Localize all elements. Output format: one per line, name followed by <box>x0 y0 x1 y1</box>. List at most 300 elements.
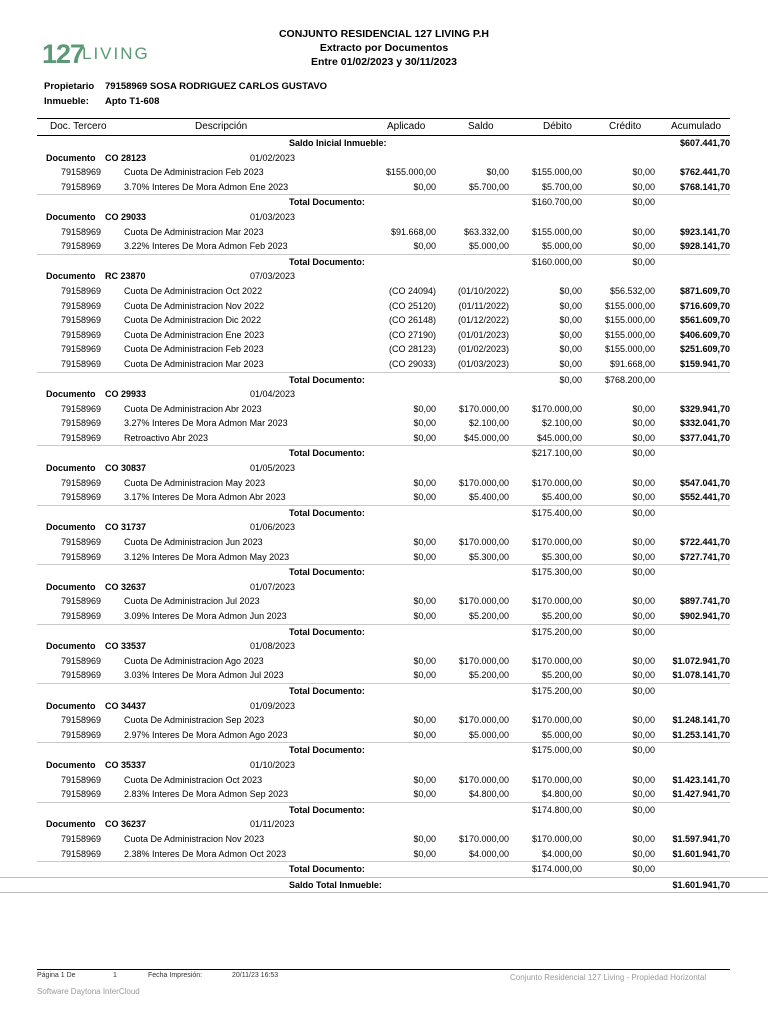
initial-balance-row <box>0 136 768 151</box>
cell-credit: $0,00 <box>632 507 655 518</box>
cell-tercero: 79158969 <box>61 611 102 621</box>
cell-accum: $1.072.941,70 <box>672 655 730 666</box>
document-header-row <box>0 817 768 832</box>
cell-debit: $45.000,00 <box>536 432 582 443</box>
cell-code: CO 29933 <box>105 389 147 400</box>
cell-date: 01/05/2023 <box>250 463 296 474</box>
cell-label: Documento <box>46 211 96 222</box>
cell-balance: $5.200,00 <box>468 611 509 621</box>
document-header-row <box>0 210 768 225</box>
cell-date: 01/10/2023 <box>250 759 296 770</box>
cell-credit: $0,00 <box>632 241 655 252</box>
cell-tercero: 79158969 <box>61 833 102 844</box>
cell-desc: 2.83% Interes De Mora Admon Sep 2023 <box>124 789 289 800</box>
cell-accum: $722.441,70 <box>679 537 730 548</box>
table-row <box>0 328 768 343</box>
cell-credit: $0,00 <box>632 655 655 666</box>
footer-software: Software Daytona InterCloud <box>37 987 140 996</box>
cell-credit: $0,00 <box>632 864 655 875</box>
document-header-row <box>0 639 768 654</box>
cell-tercero: 79158969 <box>61 774 102 785</box>
document-total-row <box>0 565 768 580</box>
cell-debit: $170.000,00 <box>531 833 582 844</box>
cell-credit: $0,00 <box>632 432 655 443</box>
cell-balance: (01/10/2022) <box>457 285 509 296</box>
cell-label: Total Documento: <box>289 804 365 815</box>
cell-accum: $1.427.941,70 <box>672 789 730 800</box>
cell-debit: $0,00 <box>559 285 582 296</box>
cell-code: CO 35337 <box>105 759 147 770</box>
cell-code: CO 28123 <box>105 152 147 163</box>
cell-credit: $0,00 <box>632 833 655 844</box>
cell-credit: $0,00 <box>632 804 655 815</box>
cell-debit: $175.200,00 <box>531 626 582 637</box>
table-row <box>0 847 768 862</box>
cell-desc: 3.03% Interes De Mora Admon Jul 2023 <box>124 670 284 681</box>
cell-balance: $170.000,00 <box>458 715 509 726</box>
cell-credit: $0,00 <box>632 670 655 681</box>
cell-applied: $0,00 <box>413 432 436 443</box>
cell-label: Total Documento: <box>289 864 365 875</box>
cell-tercero: 79158969 <box>61 729 102 740</box>
cell-label: Documento <box>46 522 96 533</box>
cell-label: Documento <box>46 389 96 400</box>
col-descripcion: Descripción <box>195 121 248 132</box>
cell-desc: 3.27% Interes De Mora Admon Mar 2023 <box>124 418 288 429</box>
cell-debit: $160.700,00 <box>531 197 582 208</box>
cell-credit: $0,00 <box>632 256 655 267</box>
cell-tercero: 79158969 <box>61 596 102 607</box>
cell-balance: (01/03/2023) <box>457 358 509 369</box>
cell-date: 01/06/2023 <box>250 522 296 533</box>
cell-desc: Cuota De Administracion Jun 2023 <box>124 537 263 548</box>
document-header-row <box>0 269 768 284</box>
cell-label: Documento <box>46 152 96 163</box>
document-header-row <box>0 387 768 402</box>
cell-accum: $716.609,70 <box>679 300 730 311</box>
cell-accum: $1.423.141,70 <box>672 774 730 785</box>
cell-desc: 3.22% Interes De Mora Admon Feb 2023 <box>124 241 288 252</box>
cell-desc: 3.09% Interes De Mora Admon Jun 2023 <box>124 611 287 621</box>
cell-applied: $0,00 <box>413 537 436 548</box>
cell-balance: $170.000,00 <box>458 537 509 548</box>
cell-balance: $170.000,00 <box>458 774 509 785</box>
cell-credit: $155.000,00 <box>604 315 655 326</box>
table-row <box>0 550 768 565</box>
table-row <box>0 713 768 728</box>
cell-tercero: 79158969 <box>61 655 102 666</box>
table-row <box>0 225 768 240</box>
cell-tercero: 79158969 <box>61 492 102 503</box>
cell-debit: $170.000,00 <box>531 655 582 666</box>
logo-number: 127 <box>42 39 85 69</box>
document-total-row <box>0 684 768 699</box>
cell-tercero: 79158969 <box>61 315 102 326</box>
cell-credit: $0,00 <box>632 492 655 503</box>
cell-debit: $5.200,00 <box>541 670 582 681</box>
cell-credit: $0,00 <box>632 403 655 414</box>
cell-date: 01/03/2023 <box>250 211 296 222</box>
footer-company: Conjunto Residencial 127 Living - Propiedad Horizontal <box>510 973 707 982</box>
cell-credit: $0,00 <box>632 729 655 740</box>
cell-tercero: 79158969 <box>61 715 102 726</box>
document-total-row <box>0 862 768 877</box>
cell-balance: $45.000,00 <box>463 432 509 443</box>
cell-accum: $552.441,70 <box>679 492 730 503</box>
cell-tercero: 79158969 <box>61 432 102 443</box>
cell-accum: $902.941,70 <box>679 611 730 621</box>
cell-debit: $170.000,00 <box>531 477 582 488</box>
cell-code: CO 29033 <box>105 211 147 222</box>
cell-debit: $4.000,00 <box>541 848 582 859</box>
cell-credit: $0,00 <box>632 418 655 429</box>
cell-accum: $768.141,70 <box>679 181 730 192</box>
cell-credit: $0,00 <box>632 567 655 578</box>
cell-debit: $170.000,00 <box>531 596 582 607</box>
cell-label: Total Documento: <box>289 197 365 208</box>
cell-tercero: 79158969 <box>61 226 102 237</box>
cell-accum: $561.609,70 <box>679 315 730 326</box>
document-header-row <box>0 520 768 535</box>
document-total-row <box>0 195 768 210</box>
statement-rows <box>0 136 768 893</box>
cell-applied: (CO 29033) <box>388 358 436 369</box>
cell-credit: $155.000,00 <box>604 344 655 355</box>
cell-tercero: 79158969 <box>61 241 102 252</box>
cell-accum: $727.741,70 <box>679 551 730 562</box>
cell-accum: $1.248.141,70 <box>672 715 730 726</box>
cell-date: 01/11/2023 <box>250 819 295 830</box>
cell-label: Total Documento: <box>289 567 365 578</box>
cell-desc: Cuota De Administracion Mar 2023 <box>124 358 264 369</box>
cell-tercero: 79158969 <box>61 329 102 340</box>
col-debito: Débito <box>543 121 572 132</box>
cell-accum: $897.741,70 <box>679 596 730 607</box>
cell-code: CO 36237 <box>105 819 147 830</box>
cell-debit: $174.000,00 <box>531 864 582 875</box>
cell-debit: $5.300,00 <box>541 551 582 562</box>
cell-tercero: 79158969 <box>61 300 102 311</box>
unit-value: Apto T1-608 <box>105 96 160 107</box>
cell-applied: (CO 27190) <box>388 329 436 340</box>
cell-debit: $0,00 <box>559 315 582 326</box>
cell-desc: Cuota De Administracion Nov 2023 <box>124 833 265 844</box>
table-row <box>0 416 768 431</box>
document-header-row <box>0 699 768 714</box>
col-aplicado: Aplicado <box>387 121 426 132</box>
cell-credit: $0,00 <box>632 848 655 859</box>
cell-credit: $0,00 <box>632 226 655 237</box>
cell-date: 01/08/2023 <box>250 641 296 652</box>
cell-label: Documento <box>46 271 96 282</box>
document-total-row <box>0 803 768 818</box>
table-row <box>0 402 768 417</box>
cell-accum: $1.253.141,70 <box>672 729 730 740</box>
cell-label: Documento <box>46 641 96 652</box>
document-total-row <box>0 506 768 521</box>
document-header-row <box>0 758 768 773</box>
cell-label: Documento <box>46 759 96 770</box>
cell-applied: $0,00 <box>413 418 436 429</box>
cell-tercero: 79158969 <box>61 358 102 369</box>
cell-desc: 3.17% Interes De Mora Admon Abr 2023 <box>124 492 286 503</box>
cell-label: Total Documento: <box>289 685 365 696</box>
cell-label: Documento <box>46 581 96 592</box>
cell-credit: $56.532,00 <box>609 285 655 296</box>
cell-applied: $0,00 <box>413 477 436 488</box>
cell-desc: Cuota De Administracion Ago 2023 <box>124 655 264 666</box>
cell-accum: $406.609,70 <box>679 329 730 340</box>
cell-desc: Cuota De Administracion Oct 2023 <box>124 774 263 785</box>
table-row <box>0 284 768 299</box>
cell-desc: Cuota De Administracion May 2023 <box>124 477 266 488</box>
cell-credit: $0,00 <box>632 477 655 488</box>
cell-credit: $0,00 <box>632 167 655 178</box>
table-row <box>0 594 768 609</box>
cell-code: CO 30837 <box>105 463 147 474</box>
table-row <box>0 239 768 254</box>
cell-debit: $170.000,00 <box>531 537 582 548</box>
cell-tercero: 79158969 <box>61 403 102 414</box>
cell-tercero: 79158969 <box>61 167 102 178</box>
table-row <box>0 535 768 550</box>
table-row <box>0 476 768 491</box>
cell-credit: $0,00 <box>632 626 655 637</box>
cell-applied: $0,00 <box>413 789 436 800</box>
cell-balance: $170.000,00 <box>458 596 509 607</box>
cell-accum: $923.141,70 <box>679 226 730 237</box>
print-label: Fecha Impresión: <box>148 972 203 979</box>
cell-desc: Cuota De Administracion Oct 2022 <box>124 285 263 296</box>
cell-balance: $5.300,00 <box>468 551 509 562</box>
table-row <box>0 313 768 328</box>
cell-tercero: 79158969 <box>61 285 102 296</box>
logo-word: LIVING <box>82 44 150 63</box>
cell-applied: $0,00 <box>413 611 436 621</box>
cell-credit: $91.668,00 <box>609 358 655 369</box>
cell-desc: Cuota De Administracion Feb 2023 <box>124 344 264 355</box>
cell-applied: $0,00 <box>413 596 436 607</box>
cell-credit: $768.200,00 <box>604 374 655 385</box>
cell-date: 01/09/2023 <box>250 700 296 711</box>
table-row <box>0 654 768 669</box>
owner-label: Propietario <box>44 81 95 92</box>
cell-debit: $170.000,00 <box>531 774 582 785</box>
cell-label: Saldo Inicial Inmueble: <box>289 138 387 148</box>
cell-applied: $0,00 <box>413 551 436 562</box>
table-row <box>0 180 768 195</box>
cell-applied: (CO 25120) <box>388 300 436 311</box>
page-label: Página 1 De <box>37 972 76 979</box>
cell-label: Total Documento: <box>289 256 365 267</box>
cell-accum: $607.441,70 <box>679 138 730 148</box>
document-total-row <box>0 743 768 758</box>
owner-value: 79158969 SOSA RODRIGUEZ CARLOS GUSTAVO <box>105 81 328 92</box>
cell-debit: $170.000,00 <box>531 403 582 414</box>
cell-debit: $217.100,00 <box>531 448 582 459</box>
cell-desc: Cuota De Administracion Nov 2022 <box>124 300 265 311</box>
table-row <box>0 431 768 446</box>
cell-label: Total Documento: <box>289 745 365 756</box>
cell-applied: (CO 24094) <box>388 285 436 296</box>
cell-debit: $175.200,00 <box>531 685 582 696</box>
unit-label: Inmueble: <box>44 96 89 107</box>
cell-debit: $2.100,00 <box>541 418 582 429</box>
cell-label: Total Documento: <box>289 374 365 385</box>
cell-applied: $0,00 <box>413 492 436 503</box>
col-acumulado: Acumulado <box>671 121 722 132</box>
cell-applied: $0,00 <box>413 729 436 740</box>
cell-desc: 2.97% Interes De Mora Admon Ago 2023 <box>124 729 288 740</box>
cell-balance: (01/01/2023) <box>457 329 509 340</box>
cell-debit: $155.000,00 <box>531 167 582 178</box>
cell-debit: $160.000,00 <box>531 256 582 267</box>
cell-balance: (01/12/2022) <box>457 315 509 326</box>
col-credito: Crédito <box>609 121 642 132</box>
cell-applied: $0,00 <box>413 241 436 252</box>
cell-balance: (01/11/2022) <box>458 300 509 311</box>
cell-credit: $0,00 <box>632 537 655 548</box>
cell-applied: $0,00 <box>413 774 436 785</box>
cell-debit: $0,00 <box>559 300 582 311</box>
cell-tercero: 79158969 <box>61 551 102 562</box>
cell-tercero: 79158969 <box>61 789 102 800</box>
cell-desc: 2.38% Interes De Mora Admon Oct 2023 <box>124 848 287 859</box>
cell-balance: $170.000,00 <box>458 833 509 844</box>
cell-date: 01/07/2023 <box>250 581 296 592</box>
cell-balance: $63.332,00 <box>463 226 509 237</box>
cell-debit: $4.800,00 <box>541 789 582 800</box>
cell-desc: Retroactivo Abr 2023 <box>124 432 209 443</box>
cell-debit: $174.800,00 <box>531 804 582 815</box>
table-row <box>0 773 768 788</box>
cell-applied: (CO 28123) <box>388 344 436 355</box>
cell-balance: $5.000,00 <box>468 729 509 740</box>
cell-balance: $5.000,00 <box>468 241 509 252</box>
cell-debit: $5.000,00 <box>541 729 582 740</box>
cell-accum: $871.609,70 <box>679 285 730 296</box>
cell-desc: Cuota De Administracion Sep 2023 <box>124 715 265 726</box>
cell-debit: $0,00 <box>559 344 582 355</box>
column-header-row <box>37 118 730 136</box>
final-balance-row <box>0 877 768 894</box>
cell-label: Total Documento: <box>289 448 365 459</box>
cell-credit: $0,00 <box>632 197 655 208</box>
cell-accum: $1.601.941,70 <box>672 848 730 859</box>
cell-balance: $5.400,00 <box>468 492 509 503</box>
cell-desc: Cuota De Administracion Dic 2022 <box>124 315 262 326</box>
table-row <box>0 609 768 624</box>
cell-applied: $0,00 <box>413 715 436 726</box>
cell-date: 01/04/2023 <box>250 389 296 400</box>
page-count: 1 <box>113 972 117 979</box>
cell-desc: 3.70% Interes De Mora Admon Ene 2023 <box>124 181 289 192</box>
cell-applied: $0,00 <box>413 833 436 844</box>
cell-applied: $91.668,00 <box>390 226 436 237</box>
cell-desc: Cuota De Administracion Jul 2023 <box>124 596 260 607</box>
cell-debit: $170.000,00 <box>531 715 582 726</box>
cell-label: Documento <box>46 700 96 711</box>
cell-date: 01/02/2023 <box>250 152 296 163</box>
table-row <box>0 728 768 743</box>
cell-code: CO 32637 <box>105 581 147 592</box>
cell-accum: $251.609,70 <box>679 344 730 355</box>
cell-code: RC 23870 <box>105 271 146 282</box>
cell-applied: $0,00 <box>413 848 436 859</box>
cell-balance: $2.100,00 <box>468 418 509 429</box>
cell-applied: $155.000,00 <box>385 167 436 178</box>
report-title: Extracto por Documentos <box>319 42 449 54</box>
cell-applied: $0,00 <box>413 670 436 681</box>
cell-debit: $5.400,00 <box>541 492 582 503</box>
col-doc-tercero: Doc. Tercero <box>50 121 107 132</box>
cell-desc: Cuota De Administracion Feb 2023 <box>124 167 264 178</box>
table-row <box>0 787 768 802</box>
cell-applied: (CO 26148) <box>388 315 436 326</box>
company-title: CONJUNTO RESIDENCIAL 127 LIVING P.H <box>278 28 490 40</box>
cell-credit: $0,00 <box>632 715 655 726</box>
document-total-row <box>0 373 768 388</box>
cell-balance: $170.000,00 <box>458 655 509 666</box>
cell-accum: $547.041,70 <box>679 477 730 488</box>
col-saldo: Saldo <box>468 121 494 132</box>
date-range: Entre 01/02/2023 y 30/11/2023 <box>311 56 457 68</box>
cell-balance: $5.700,00 <box>468 181 509 192</box>
cell-applied: $0,00 <box>413 181 436 192</box>
cell-balance: (01/02/2023) <box>457 344 509 355</box>
cell-balance: $170.000,00 <box>458 477 509 488</box>
cell-code: CO 33537 <box>105 641 147 652</box>
cell-balance: $0,00 <box>486 167 509 178</box>
cell-credit: $0,00 <box>632 181 655 192</box>
cell-credit: $0,00 <box>632 611 655 621</box>
cell-debit: $155.000,00 <box>531 226 582 237</box>
cell-debit: $5.700,00 <box>541 181 582 192</box>
cell-applied: $0,00 <box>413 403 436 414</box>
cell-accum: $159.941,70 <box>679 358 730 369</box>
cell-tercero: 79158969 <box>61 181 102 192</box>
cell-label: Documento <box>46 463 96 474</box>
cell-debit: $0,00 <box>559 358 582 369</box>
cell-balance: $170.000,00 <box>458 403 509 414</box>
cell-debit: $175.400,00 <box>531 507 582 518</box>
cell-label: Saldo Total Inmueble: <box>289 879 382 890</box>
cell-desc: Cuota De Administracion Abr 2023 <box>124 403 262 414</box>
document-total-row <box>0 625 768 640</box>
cell-credit: $0,00 <box>632 551 655 562</box>
cell-debit: $175.300,00 <box>531 567 582 578</box>
table-row <box>0 299 768 314</box>
cell-applied: $0,00 <box>413 655 436 666</box>
cell-tercero: 79158969 <box>61 848 102 859</box>
cell-desc: Cuota De Administracion Mar 2023 <box>124 226 264 237</box>
document-total-row <box>0 255 768 270</box>
cell-debit: $175.000,00 <box>531 745 582 756</box>
cell-accum: $1.078.141,70 <box>672 670 730 681</box>
document-header-row <box>0 461 768 476</box>
table-row <box>0 490 768 505</box>
cell-label: Documento <box>46 819 96 830</box>
cell-date: 07/03/2023 <box>250 271 296 282</box>
table-row <box>0 668 768 683</box>
cell-desc: Cuota De Administracion Ene 2023 <box>124 329 265 340</box>
cell-credit: $0,00 <box>632 745 655 756</box>
cell-desc: 3.12% Interes De Mora Admon May 2023 <box>124 551 290 562</box>
document-total-row <box>0 446 768 461</box>
cell-debit: $5.200,00 <box>541 611 582 621</box>
cell-tercero: 79158969 <box>61 344 102 355</box>
table-row <box>0 342 768 357</box>
